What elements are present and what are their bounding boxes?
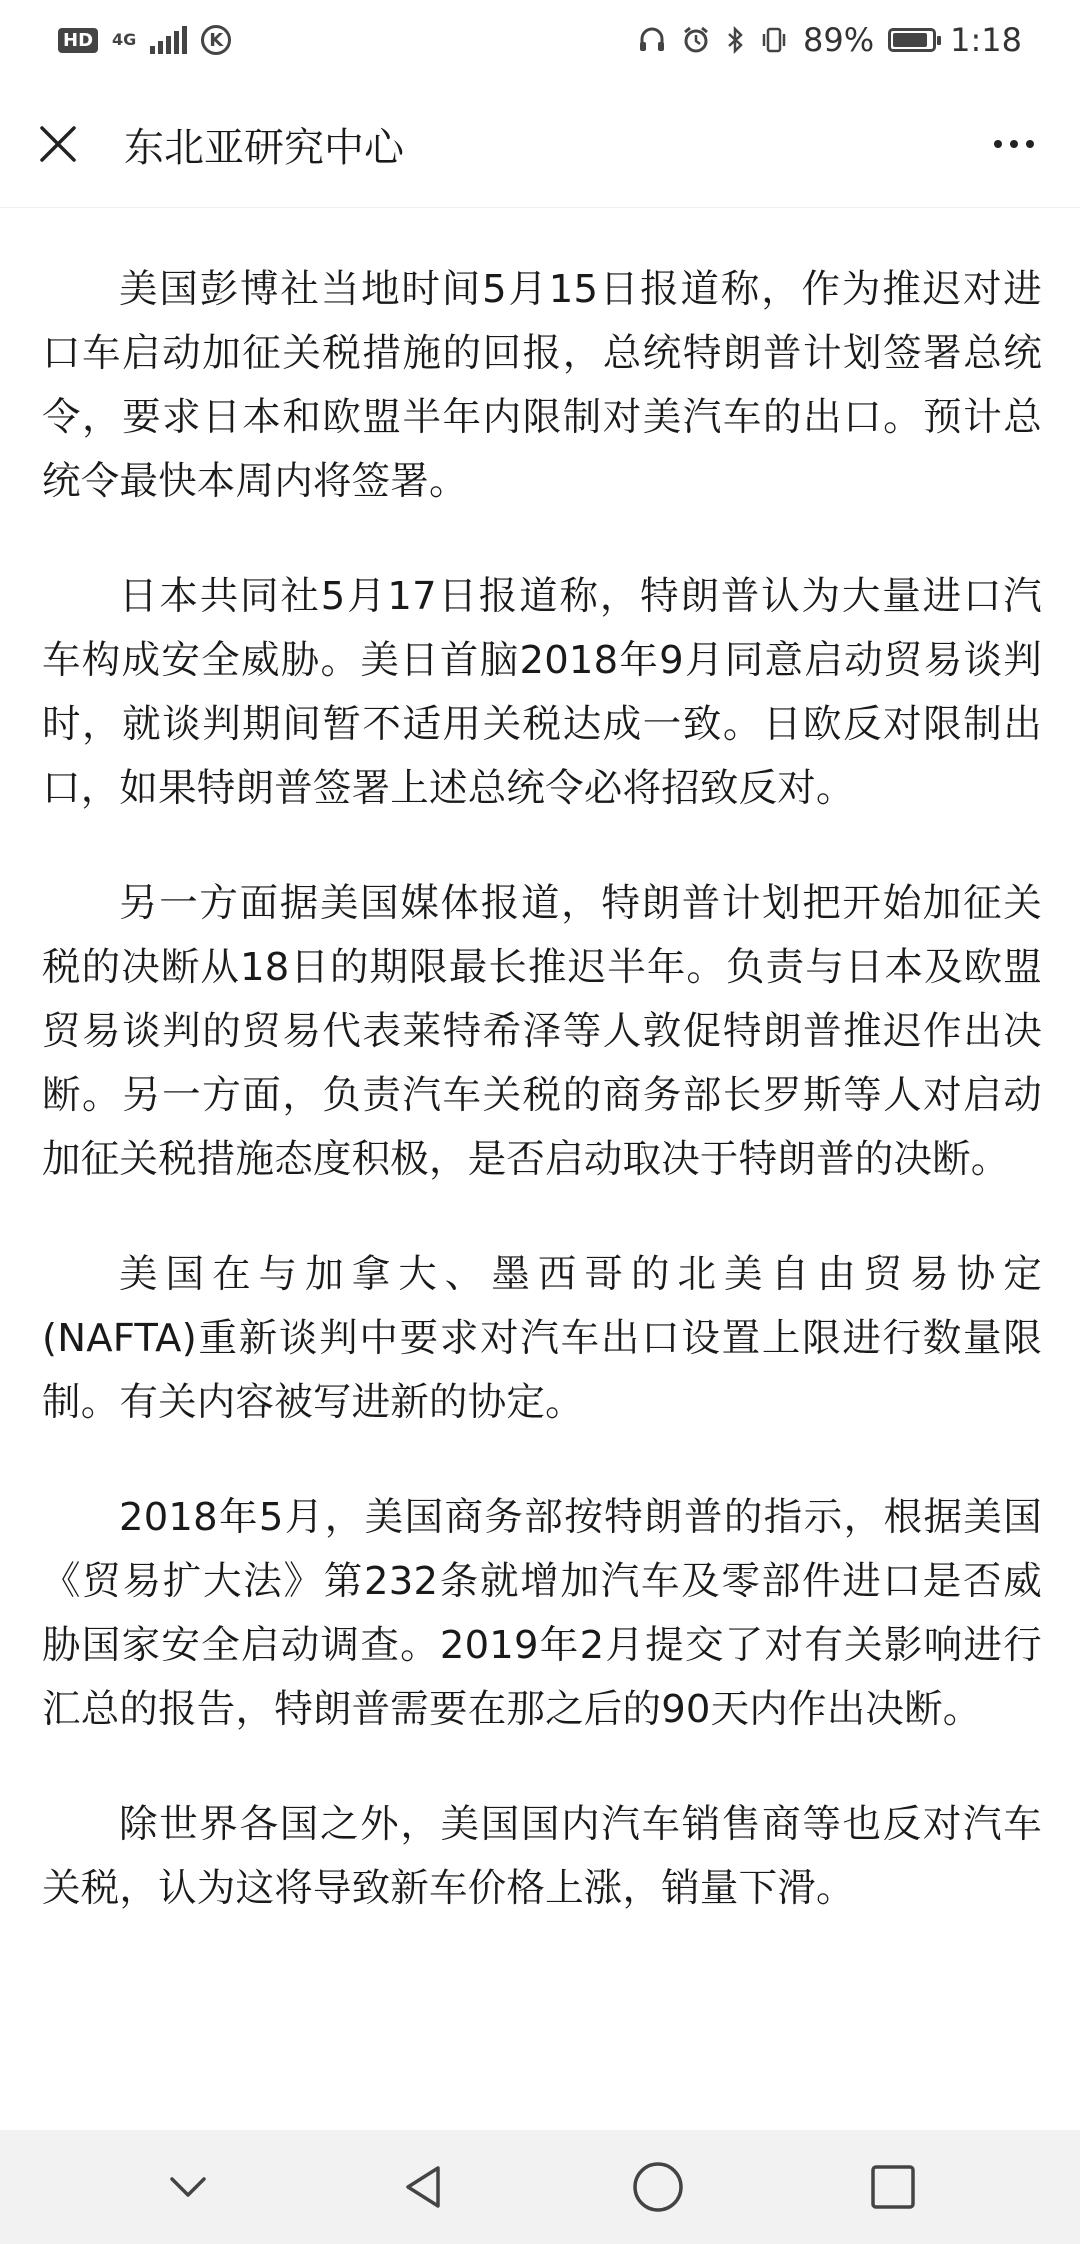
article-paragraph: 除世界各国之外，美国国内汽车销售商等也反对汽车关税，认为这将导致新车价格上涨，销量下滑。 [42,1802,1042,1911]
more-options-button[interactable] [984,122,1044,166]
back-button[interactable] [383,2147,463,2227]
battery-fill [893,33,927,47]
article-paragraph: 日本共同社5月17日报道称，特朗普认为大量进口汽车构成安全威胁。美日首脑2018年9月同意启动贸易谈判时，就谈判期间暂不适用关税达成一致。日欧反对限制出口，如果特朗普签署上述总统令必将招致反对。 [42,574,1042,811]
clock: 1:18 [950,21,1022,59]
home-circle-icon [630,2159,686,2215]
status-bar [0,0,1080,80]
alarm-icon [681,25,711,55]
signal-icon [150,26,187,54]
hide-nav-button[interactable] [148,2147,228,2227]
status-right [637,21,1022,59]
bluetooth-icon [725,25,745,55]
status-left [58,25,231,55]
back-triangle-icon [398,2162,448,2212]
recents-square-icon [868,2162,918,2212]
divider [0,207,1080,208]
home-button[interactable] [618,2147,698,2227]
close-icon [38,124,78,164]
recents-button[interactable] [853,2147,933,2227]
more-dots-icon-dot [1026,140,1034,148]
close-button[interactable] [36,122,80,166]
network-type: 4G [112,30,137,49]
header-bar [0,80,1080,208]
vibrate-icon [759,25,789,55]
article-body [42,258,1042,1972]
chevron-down-icon [166,2165,210,2209]
article-paragraph: 另一方面据美国媒体报道，特朗普计划把开始加征关税的决断从18日的期限最长推迟半年。负责与日本及欧盟贸易谈判的贸易代表莱特希泽等人敦促特朗普推迟作出决断。另一方面，负责汽车关税的商务部长罗斯等人对启动加征关税措施态度积极，是否启动取决于特朗普的决断。 [42,881,1042,1182]
battery-icon [888,28,936,52]
more-dots-icon [994,140,1002,148]
system-nav-bar [0,2130,1080,2244]
page-title: 东北亚研究中心 [124,124,404,171]
hd-badge: HD [58,28,98,53]
battery-percent: 89% [803,21,875,59]
article-paragraph: 2018年5月，美国商务部按特朗普的指示，根据美国《贸易扩大法》第232条就增加汽车及零部件进口是否威胁国家安全启动调查。2019年2月提交了对有关影响进行汇总的报告，特朗普需要在那之后的90天内作出决断。 [42,1495,1042,1732]
k-app-icon: K [201,25,231,55]
article-paragraph: 美国在与加拿大、墨西哥的北美自由贸易协定(NAFTA)重新谈判中要求对汽车出口设置上限进行数量限制。有关内容被写进新的协定。 [42,1252,1042,1425]
more-dots-icon-dot [1010,140,1018,148]
article-paragraph: 美国彭博社当地时间5月15日报道称，作为推迟对进口车启动加征关税措施的回报，总统特朗普计划签署总统令，要求日本和欧盟半年内限制对美汽车的出口。预计总统令最快本周内将签署。 [42,267,1042,504]
headset-icon [637,25,667,55]
